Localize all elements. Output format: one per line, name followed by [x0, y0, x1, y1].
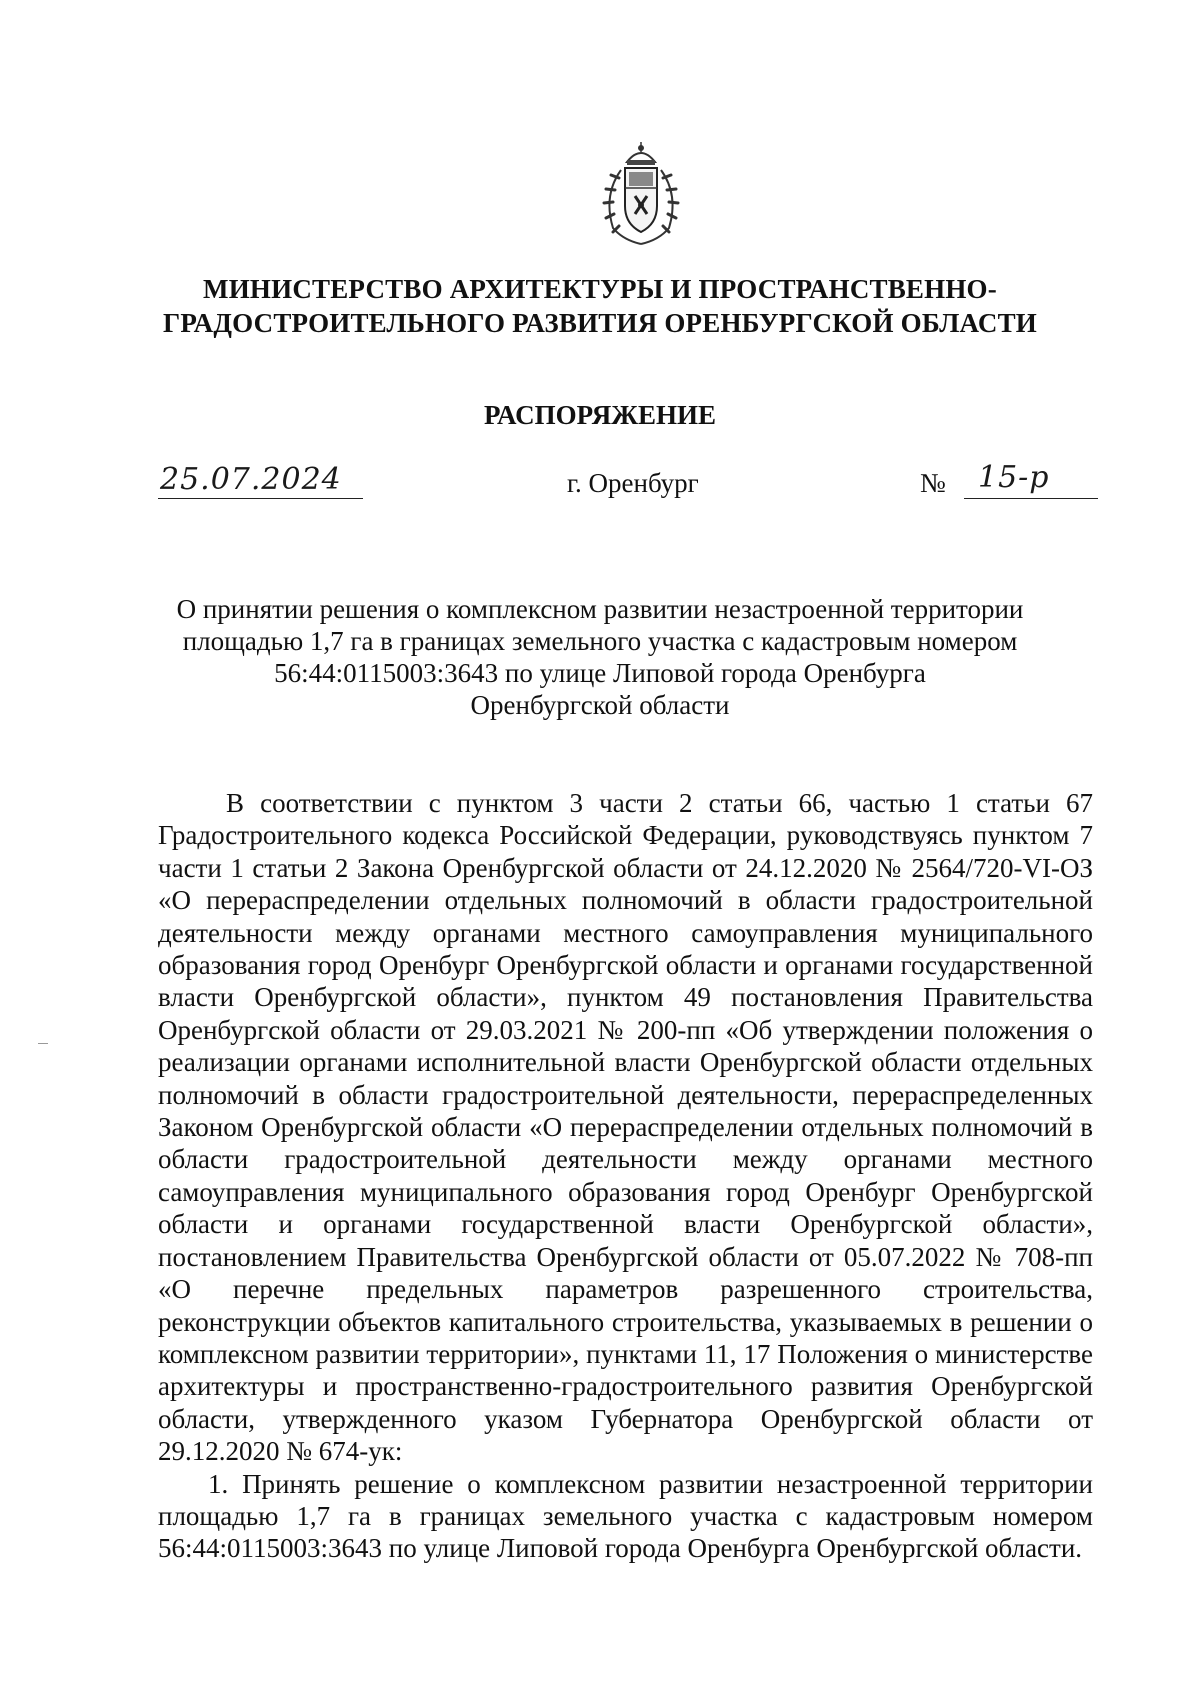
number-sign: № — [920, 468, 946, 498]
margin-mark — [38, 1043, 48, 1044]
ministry-name — [150, 272, 1050, 340]
ministry-line-1: МИНИСТЕРСТВО АРХИТЕКТУРЫ И ПРОСТРАНСТВЕННО- — [203, 274, 997, 304]
preamble-paragraph: В соответствии с пунктом 3 части 2 статьи 66, частью 1 статьи 67 Градостроительного кодекса Российской Федерации, руководствуясь пунктом 7 части 1 статьи 2 Закона Оренбургской области от 24.12.2020 № 2564/720-VI-ОЗ «О перераспределении отдельных полномочий в области градостроительной деятельности между органами местного самоуправления муниципального образования город Оренбург Оренбургской области и органами государственной власти Оренбургской области», пунктом 49 постановления Правительства Оренбургской области от 29.03.2021 № 200-пп «Об утверждении положения о реализации органами исполнительной власти Оренбургской области отдельных полномочий в области градостроительной деятельности, перераспределенных Законом Оренбургской области «О перераспределении отдельных полномочий в области градостроительной деятельности между органами местного самоуправления муниципального образования город Оренбург Оренбургской области и органами государственной власти Оренбургской области», постановлением Правительства Оренбургской области от 05.07.2022 № 708-пп «О перечне предельных параметров разрешенного строительства, реконструкции объектов капитального строительства, указываемых в решении о комплексном развитии территории», пунктами 11, 17 Положения о министерстве архитектуры и пространственно-градостроительного развития Оренбургской области, утвержденного указом Губернатора Оренбургской области от 29.12.2020 № 674-ук: — [158, 788, 1093, 1467]
item-1-paragraph: 1. Принять решение о комплексном развитии незастроенной территории площадью 1,7 га в границах земельного участка с кадастровым номером 56:44:0115003:3643 по улице Липовой города Оренбурга Оренбургской области. — [158, 1468, 1093, 1564]
coat-of-arms-icon — [597, 140, 685, 248]
subject-line-2: площадью 1,7 га в границах земельного участка с кадастровым номером — [182, 626, 1018, 656]
document-subject — [150, 593, 1050, 721]
handwritten-date: 25.07.2024 — [160, 462, 342, 497]
date-number-line — [158, 460, 1098, 508]
number-underline — [964, 498, 1098, 499]
document-body — [158, 787, 1093, 1565]
city: г. Оренбург — [567, 468, 699, 498]
date-underline — [158, 498, 363, 499]
subject-line-4: Оренбургской области — [470, 690, 730, 720]
document-type: РАСПОРЯЖЕНИЕ — [483, 400, 717, 430]
subject-line-3: 56:44:0115003:3643 по улице Липовой города Оренбурга — [274, 658, 926, 688]
ministry-line-2: ГРАДОСТРОИТЕЛЬНОГО РАЗВИТИЯ ОРЕНБУРГСКОЙ ОБЛАСТИ — [163, 308, 1037, 338]
handwritten-number: 15-р — [978, 460, 1050, 495]
subject-line-1: О принятии решения о комплексном развитии незастроенной территории — [176, 594, 1024, 624]
